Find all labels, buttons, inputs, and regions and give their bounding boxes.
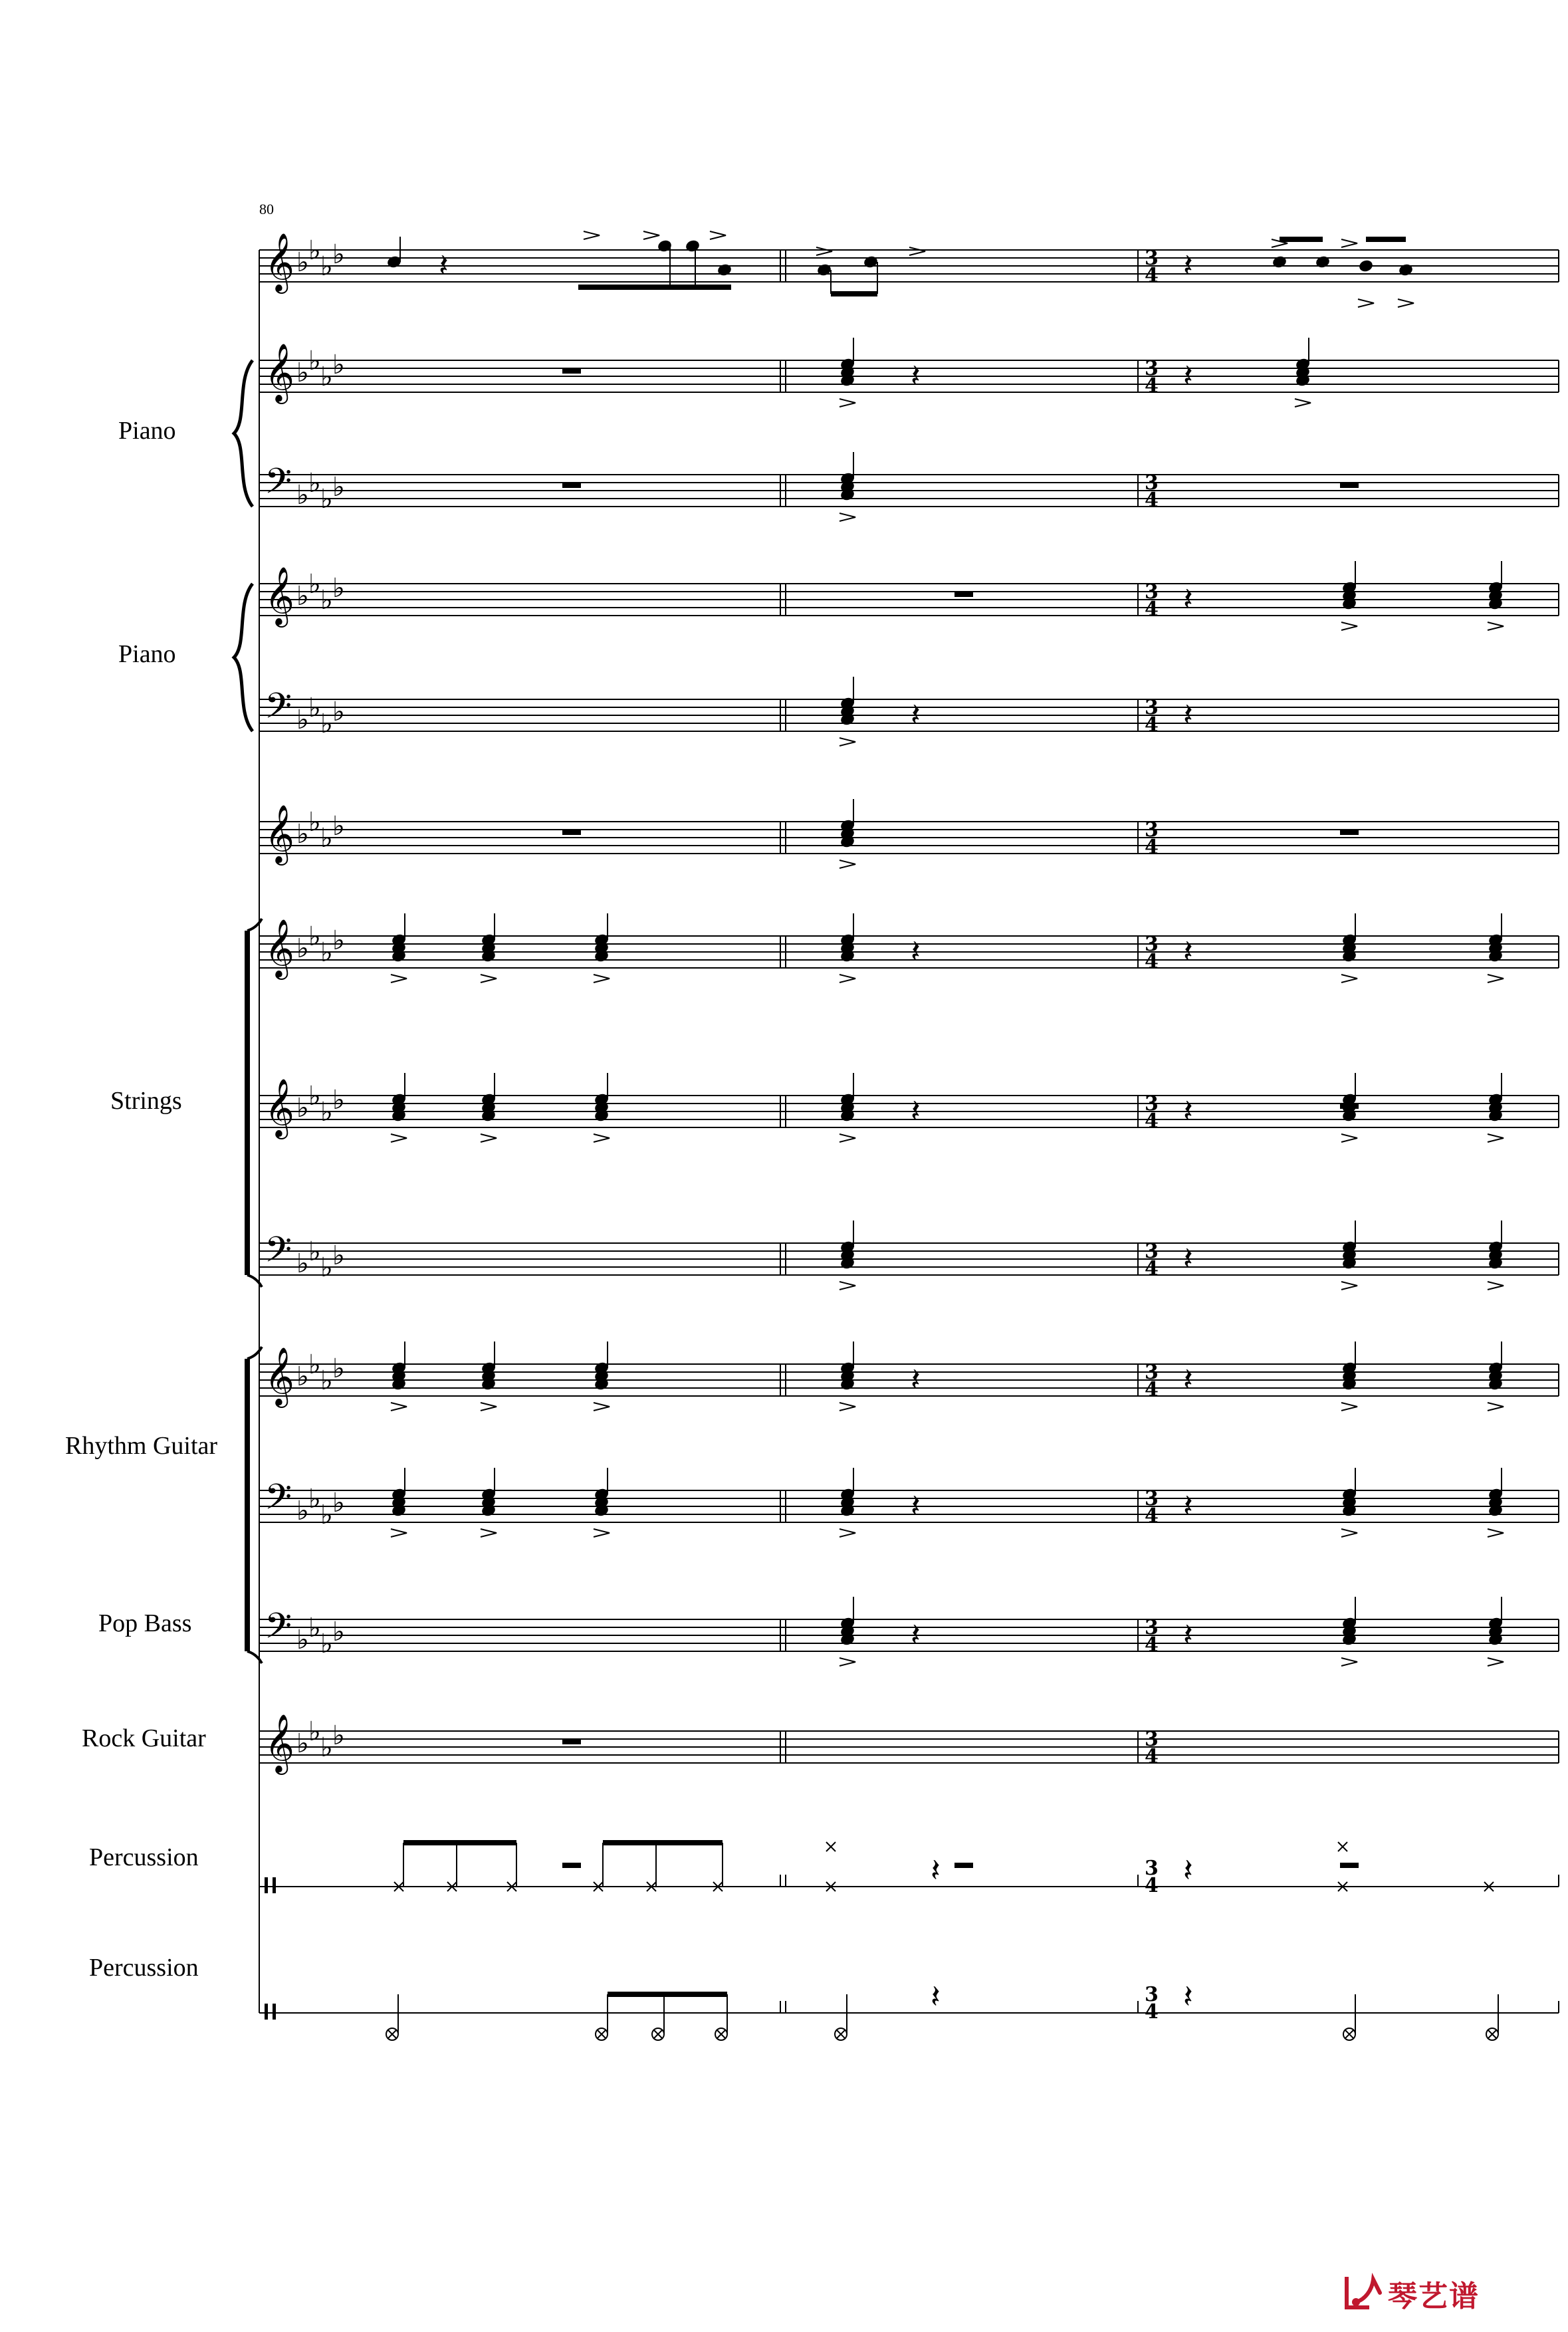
quarter-rest: 𝄽 xyxy=(1183,698,1193,733)
accent xyxy=(840,399,855,407)
key-flat: ♭ xyxy=(296,933,309,964)
key-flat: ♭ xyxy=(296,1361,309,1392)
key-flat: ♭ xyxy=(296,1728,309,1759)
staff-label-piano-1: Piano xyxy=(118,417,176,445)
key-flat: ♭ xyxy=(296,705,309,735)
whole-rest xyxy=(1340,830,1359,835)
accent xyxy=(1398,299,1414,307)
x-note-head xyxy=(597,2030,606,2039)
quarter-rest: 𝄽 xyxy=(1183,582,1193,618)
quarter-rest: 𝄽 xyxy=(1183,1980,1193,2015)
key-flat: ♭ xyxy=(332,1720,345,1751)
accent xyxy=(840,1282,855,1290)
time-sig-top: 3 xyxy=(1145,1857,1159,1880)
time-sig-bottom: 4 xyxy=(1145,836,1159,859)
treble-clef: 𝄞 xyxy=(265,1713,294,1772)
staff-label-piano-2: Piano xyxy=(118,640,176,668)
key-flat: ♭ xyxy=(296,1248,309,1279)
staff-strings-1 xyxy=(259,936,1559,968)
accent xyxy=(909,247,925,255)
time-sig-top: 3 xyxy=(1145,357,1159,380)
time-sig-top: 3 xyxy=(1145,696,1159,719)
time-sig-top: 3 xyxy=(1145,1728,1159,1751)
quarter-rest: 𝄽 xyxy=(1183,1489,1193,1524)
accent xyxy=(1488,1529,1504,1537)
key-flat: ♭ xyxy=(332,1488,345,1518)
accent xyxy=(840,513,855,521)
key-flat: ♭ xyxy=(320,709,333,739)
accent xyxy=(594,1403,610,1411)
key-flat: ♭ xyxy=(320,585,333,616)
key-flat: ♭ xyxy=(296,819,309,850)
key-flat: ♭ xyxy=(296,480,309,511)
quarter-rest: 𝄽 xyxy=(931,1980,941,2015)
percussion-clef xyxy=(273,1877,276,1893)
whole-rest xyxy=(954,1863,973,1868)
accent xyxy=(1488,975,1504,983)
staff-strings-2 xyxy=(259,1096,1559,1127)
time-sig-bottom: 4 xyxy=(1145,1633,1159,1657)
accent xyxy=(1341,622,1357,630)
key-flat: ♭ xyxy=(320,1629,333,1659)
staff-lines xyxy=(259,250,1559,2013)
accent xyxy=(481,1134,497,1142)
x-note-head xyxy=(388,2030,397,2039)
time-sig-top: 3 xyxy=(1145,1092,1159,1115)
key-flat: ♭ xyxy=(332,1085,345,1115)
time-sig-bottom: 4 xyxy=(1145,489,1159,512)
quarter-rest: 𝄽 xyxy=(1183,935,1193,970)
key-flat: ♭ xyxy=(332,925,345,956)
key-flat: ♭ xyxy=(332,472,345,503)
quarter-rest: 𝄽 xyxy=(1183,359,1193,394)
treble-clef: 𝄞 xyxy=(265,1078,294,1137)
key-flat: ♭ xyxy=(332,1353,345,1384)
staff-label-percussion-2: Percussion xyxy=(89,1954,199,1982)
beam xyxy=(1366,237,1406,242)
percussion-clef xyxy=(265,2004,268,2020)
barlines xyxy=(234,250,1559,2013)
x-note-head xyxy=(653,2030,663,2039)
quarter-rest: 𝄽 xyxy=(1183,1853,1193,1889)
x-note-head xyxy=(1338,1842,1347,1851)
staff-piano1-rh xyxy=(259,360,1559,392)
bass-clef: 𝄢 xyxy=(265,1230,292,1279)
time-sig-bottom: 4 xyxy=(1145,1874,1159,1897)
whole-rest xyxy=(1340,483,1359,488)
bass-clef: 𝄢 xyxy=(265,686,292,735)
quarter-rest: 𝄽 xyxy=(911,359,921,394)
accent xyxy=(1488,1134,1504,1142)
accent xyxy=(391,975,407,983)
accent xyxy=(840,1403,855,1411)
accent xyxy=(643,231,659,239)
percussion-clef xyxy=(273,2004,276,2020)
treble-clef: 𝄞 xyxy=(265,1346,294,1405)
accent xyxy=(1341,1529,1357,1537)
brace-piano-1 xyxy=(234,360,253,507)
quarter-rest: 𝄽 xyxy=(931,1853,941,1889)
time-sig-bottom: 4 xyxy=(1145,1378,1159,1401)
quarter-rest: 𝄽 xyxy=(1183,1242,1193,1277)
measure-number: 80 xyxy=(259,201,274,217)
key-flat: ♭ xyxy=(320,251,333,282)
bass-clef: 𝄢 xyxy=(265,461,292,511)
time-sig-bottom: 4 xyxy=(1145,2000,1159,2024)
brace-piano-2 xyxy=(234,584,253,731)
beam xyxy=(403,1840,516,1845)
key-flat: ♭ xyxy=(320,362,333,392)
staff-piano1-lh xyxy=(259,475,1559,507)
time-sig-top: 3 xyxy=(1145,471,1159,495)
key-flat: ♭ xyxy=(320,1365,333,1396)
accent xyxy=(391,1134,407,1142)
quarter-rest: 𝄽 xyxy=(911,1363,921,1398)
staff-rock-guitar xyxy=(259,1731,1559,1763)
x-note-head xyxy=(826,1842,836,1851)
accent xyxy=(1341,239,1357,247)
key-flat: ♭ xyxy=(296,581,309,612)
staff-label-rock-guitar: Rock Guitar xyxy=(82,1724,206,1752)
staff-pop-bass xyxy=(259,1619,1559,1651)
quarter-rest: 𝄽 xyxy=(1183,1363,1193,1398)
key-flat: ♭ xyxy=(308,1081,321,1111)
music-note-logo-icon xyxy=(1343,2273,1384,2314)
time-sig-top: 3 xyxy=(1145,1983,1159,2006)
key-flat: ♭ xyxy=(332,1617,345,1647)
quarter-rest: 𝄽 xyxy=(911,698,921,733)
notes xyxy=(386,231,1504,2040)
time-sig-top: 3 xyxy=(1145,1487,1159,1510)
time-sig-top: 3 xyxy=(1145,247,1159,270)
accent xyxy=(1488,1403,1504,1411)
time-sig-bottom: 4 xyxy=(1145,950,1159,973)
key-flat: ♭ xyxy=(308,1236,321,1267)
key-flat: ♭ xyxy=(332,697,345,727)
key-flat: ♭ xyxy=(296,1625,309,1655)
key-flat: ♭ xyxy=(308,1349,321,1380)
accent xyxy=(594,1529,610,1537)
accent xyxy=(1488,1282,1504,1290)
accent xyxy=(1341,1403,1357,1411)
key-flat: ♭ xyxy=(308,921,321,952)
key-flat: ♭ xyxy=(332,350,345,380)
key-flat: ♭ xyxy=(308,1716,321,1747)
treble-clef: 𝄞 xyxy=(265,232,294,291)
accent xyxy=(391,1403,407,1411)
treble-clef: 𝄞 xyxy=(265,804,294,863)
key-flat: ♭ xyxy=(308,1484,321,1514)
x-note-head xyxy=(836,2030,845,2039)
quarter-rest: 𝄽 xyxy=(911,1618,921,1653)
time-sig-bottom: 4 xyxy=(1145,713,1159,737)
beam xyxy=(603,1840,723,1845)
accent xyxy=(1341,1658,1357,1666)
quarter-rest: 𝄽 xyxy=(911,935,921,970)
key-flat: ♭ xyxy=(308,693,321,723)
staff-label-pop-bass: Pop Bass xyxy=(98,1609,192,1637)
time-sig-bottom: 4 xyxy=(1145,1504,1159,1528)
bass-clef: 𝄢 xyxy=(265,1477,292,1526)
x-note-head xyxy=(717,2030,726,2039)
accent xyxy=(584,231,600,239)
accent xyxy=(1341,1282,1357,1290)
key-flat: ♭ xyxy=(320,823,333,854)
x-note-head xyxy=(1345,2030,1354,2039)
beam xyxy=(831,291,877,296)
staff-rhythm-guitar-1 xyxy=(259,1364,1559,1396)
quarter-rest: 𝄽 xyxy=(1183,249,1193,284)
whole-rest xyxy=(1340,1863,1359,1868)
key-flat: ♭ xyxy=(296,1496,309,1526)
whole-rest xyxy=(562,368,581,374)
time-sig-top: 3 xyxy=(1145,1616,1159,1639)
accent xyxy=(1341,1134,1357,1142)
key-flat: ♭ xyxy=(320,937,333,968)
accent xyxy=(710,231,726,239)
staff-label-rhythm-guitar: Rhythm Guitar xyxy=(65,1432,218,1460)
key-flat: ♭ xyxy=(296,358,309,388)
whole-rest xyxy=(562,1863,581,1868)
time-sig-top: 3 xyxy=(1145,580,1159,604)
key-flat: ♭ xyxy=(320,1252,333,1283)
accent xyxy=(481,975,497,983)
accent xyxy=(1358,299,1374,307)
quarter-rest: 𝄽 xyxy=(911,1094,921,1129)
key-flat: ♭ xyxy=(296,247,309,278)
percussion-clef xyxy=(265,1877,268,1893)
time-sig-bottom: 4 xyxy=(1145,1109,1159,1133)
key-flat: ♭ xyxy=(308,807,321,838)
key-flat: ♭ xyxy=(320,484,333,515)
treble-clef: 𝄞 xyxy=(265,342,294,402)
beam xyxy=(1280,237,1323,242)
treble-clef: 𝄞 xyxy=(265,566,294,625)
accent xyxy=(840,738,855,746)
accent xyxy=(840,860,855,868)
quarter-rest: 𝄽 xyxy=(911,1489,921,1524)
key-flat: ♭ xyxy=(332,1240,345,1271)
time-sig-top: 3 xyxy=(1145,1361,1159,1384)
key-flat: ♭ xyxy=(320,1732,333,1763)
key-flat: ♭ xyxy=(308,1613,321,1643)
quarter-rest: 𝄽 xyxy=(1183,1618,1193,1653)
key-flat: ♭ xyxy=(308,569,321,600)
accent xyxy=(594,1134,610,1142)
quarter-rest: 𝄽 xyxy=(439,249,449,284)
accent xyxy=(840,975,855,983)
watermark-text: 琴艺谱 xyxy=(1388,2279,1480,2313)
accent xyxy=(840,1658,855,1666)
accent xyxy=(594,975,610,983)
key-flat: ♭ xyxy=(308,346,321,376)
accent xyxy=(816,247,832,255)
staff-strings-3 xyxy=(259,1243,1559,1275)
beam xyxy=(608,1992,727,1997)
time-sig-bottom: 4 xyxy=(1145,374,1159,398)
time-sig-top: 3 xyxy=(1145,1240,1159,1263)
key-flat: ♭ xyxy=(296,1093,309,1123)
quarter-rest: 𝄽 xyxy=(1183,1094,1193,1129)
accent xyxy=(481,1529,497,1537)
accent xyxy=(391,1529,407,1537)
key-flat: ♭ xyxy=(320,1097,333,1127)
whole-rest xyxy=(954,592,973,597)
note-head xyxy=(1359,259,1373,272)
staff-piano2-lh xyxy=(259,699,1559,731)
key-flat: ♭ xyxy=(332,239,345,270)
beam xyxy=(578,285,731,290)
watermark xyxy=(1343,2272,1480,2315)
accent xyxy=(840,1134,855,1142)
key-flat: ♭ xyxy=(320,1500,333,1530)
time-sig-bottom: 4 xyxy=(1145,1745,1159,1768)
staff-staff-6 xyxy=(259,822,1559,854)
accent xyxy=(1341,975,1357,983)
whole-rest xyxy=(562,830,581,835)
accent xyxy=(1488,1658,1504,1666)
accent xyxy=(481,1403,497,1411)
treble-clef: 𝄞 xyxy=(265,918,294,977)
whole-rest xyxy=(562,483,581,488)
x-note-head xyxy=(1488,2030,1497,2039)
staff-label-strings: Strings xyxy=(110,1087,182,1115)
time-sig-bottom: 4 xyxy=(1145,598,1159,621)
bass-clef: 𝄢 xyxy=(265,1606,292,1655)
accent xyxy=(840,1529,855,1537)
time-sig-top: 3 xyxy=(1145,818,1159,842)
key-flat: ♭ xyxy=(332,573,345,604)
time-sig-bottom: 4 xyxy=(1145,264,1159,287)
accent xyxy=(1295,399,1311,407)
accent xyxy=(1488,622,1504,630)
staff-rhythm-guitar-2 xyxy=(259,1490,1559,1522)
time-sig-bottom: 4 xyxy=(1145,1257,1159,1280)
key-flat: ♭ xyxy=(332,811,345,842)
whole-rest xyxy=(562,1739,581,1744)
staff-label-percussion-1: Percussion xyxy=(89,1843,199,1871)
staff-piano2-rh xyxy=(259,584,1559,616)
key-flat: ♭ xyxy=(308,468,321,499)
time-sig-top: 3 xyxy=(1145,933,1159,956)
key-flat: ♭ xyxy=(308,235,321,266)
